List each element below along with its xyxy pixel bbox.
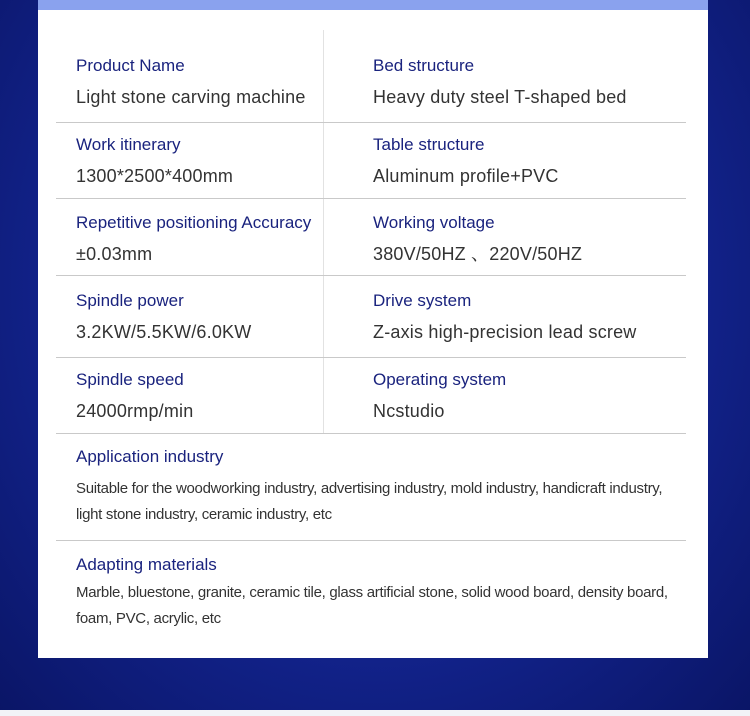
top-accent-band: [38, 0, 708, 10]
spec-value: Light stone carving machine: [76, 87, 306, 107]
application-text: Suitable for the woodworking industry, advertising industry, mold industry, handicraft industry, light stone industry, ceramic industry, etc: [76, 480, 663, 523]
spec-card: [38, 10, 708, 658]
spec-label: Repetitive positioning Accuracy: [76, 213, 312, 232]
spec-cell: [76, 56, 326, 108]
spec-cell: [76, 291, 326, 343]
materials-label: Adapting materials: [76, 555, 217, 574]
spec-label: Bed structure: [373, 56, 475, 75]
spec-label: Product Name: [76, 56, 185, 75]
spec-value: Heavy duty steel T-shaped bed: [373, 87, 627, 107]
spec-cell: [76, 370, 326, 422]
spec-value: Aluminum profile+PVC: [373, 166, 559, 186]
spec-value: Z-axis high-precision lead screw: [373, 322, 637, 342]
spec-cell: [373, 213, 683, 265]
spec-value: 1300*2500*400mm: [76, 166, 234, 186]
spec-label: Working voltage: [373, 213, 495, 232]
spec-cell: [373, 370, 683, 422]
spec-row-3: [56, 199, 686, 276]
spec-value: 380V/50HZ 、220V/50HZ: [373, 244, 583, 264]
spec-value: ±0.03mm: [76, 244, 153, 264]
spec-cell: [76, 135, 326, 187]
spec-label: Spindle speed: [76, 370, 184, 389]
spec-label: Spindle power: [76, 291, 184, 310]
spec-label: Work itinerary: [76, 135, 181, 154]
spec-row-2: [56, 123, 686, 199]
spec-label: Table structure: [373, 135, 485, 154]
spec-row-1: [56, 30, 686, 123]
spec-cell: [76, 213, 326, 265]
spec-row-5: [56, 358, 686, 434]
materials-text: Marble, bluestone, granite, ceramic tile, glass artificial stone, solid wood board, density board, foam, PVC, acrylic, etc: [76, 584, 668, 627]
spec-value: 3.2KW/5.5KW/6.0KW: [76, 322, 252, 342]
spec-row-4: [56, 276, 686, 358]
materials-cell: [76, 555, 676, 632]
spec-label: Operating system: [373, 370, 507, 389]
spec-cell: [373, 291, 683, 343]
application-label: Application industry: [76, 447, 224, 466]
spec-label: Drive system: [373, 291, 472, 310]
application-row: [56, 434, 686, 541]
spec-cell: [373, 135, 683, 187]
bottom-strip: [0, 710, 750, 716]
spec-value: 24000rmp/min: [76, 401, 194, 421]
spec-cell: [373, 56, 683, 108]
materials-row: [56, 541, 686, 641]
spec-value: Ncstudio: [373, 401, 445, 421]
application-cell: [76, 447, 676, 528]
